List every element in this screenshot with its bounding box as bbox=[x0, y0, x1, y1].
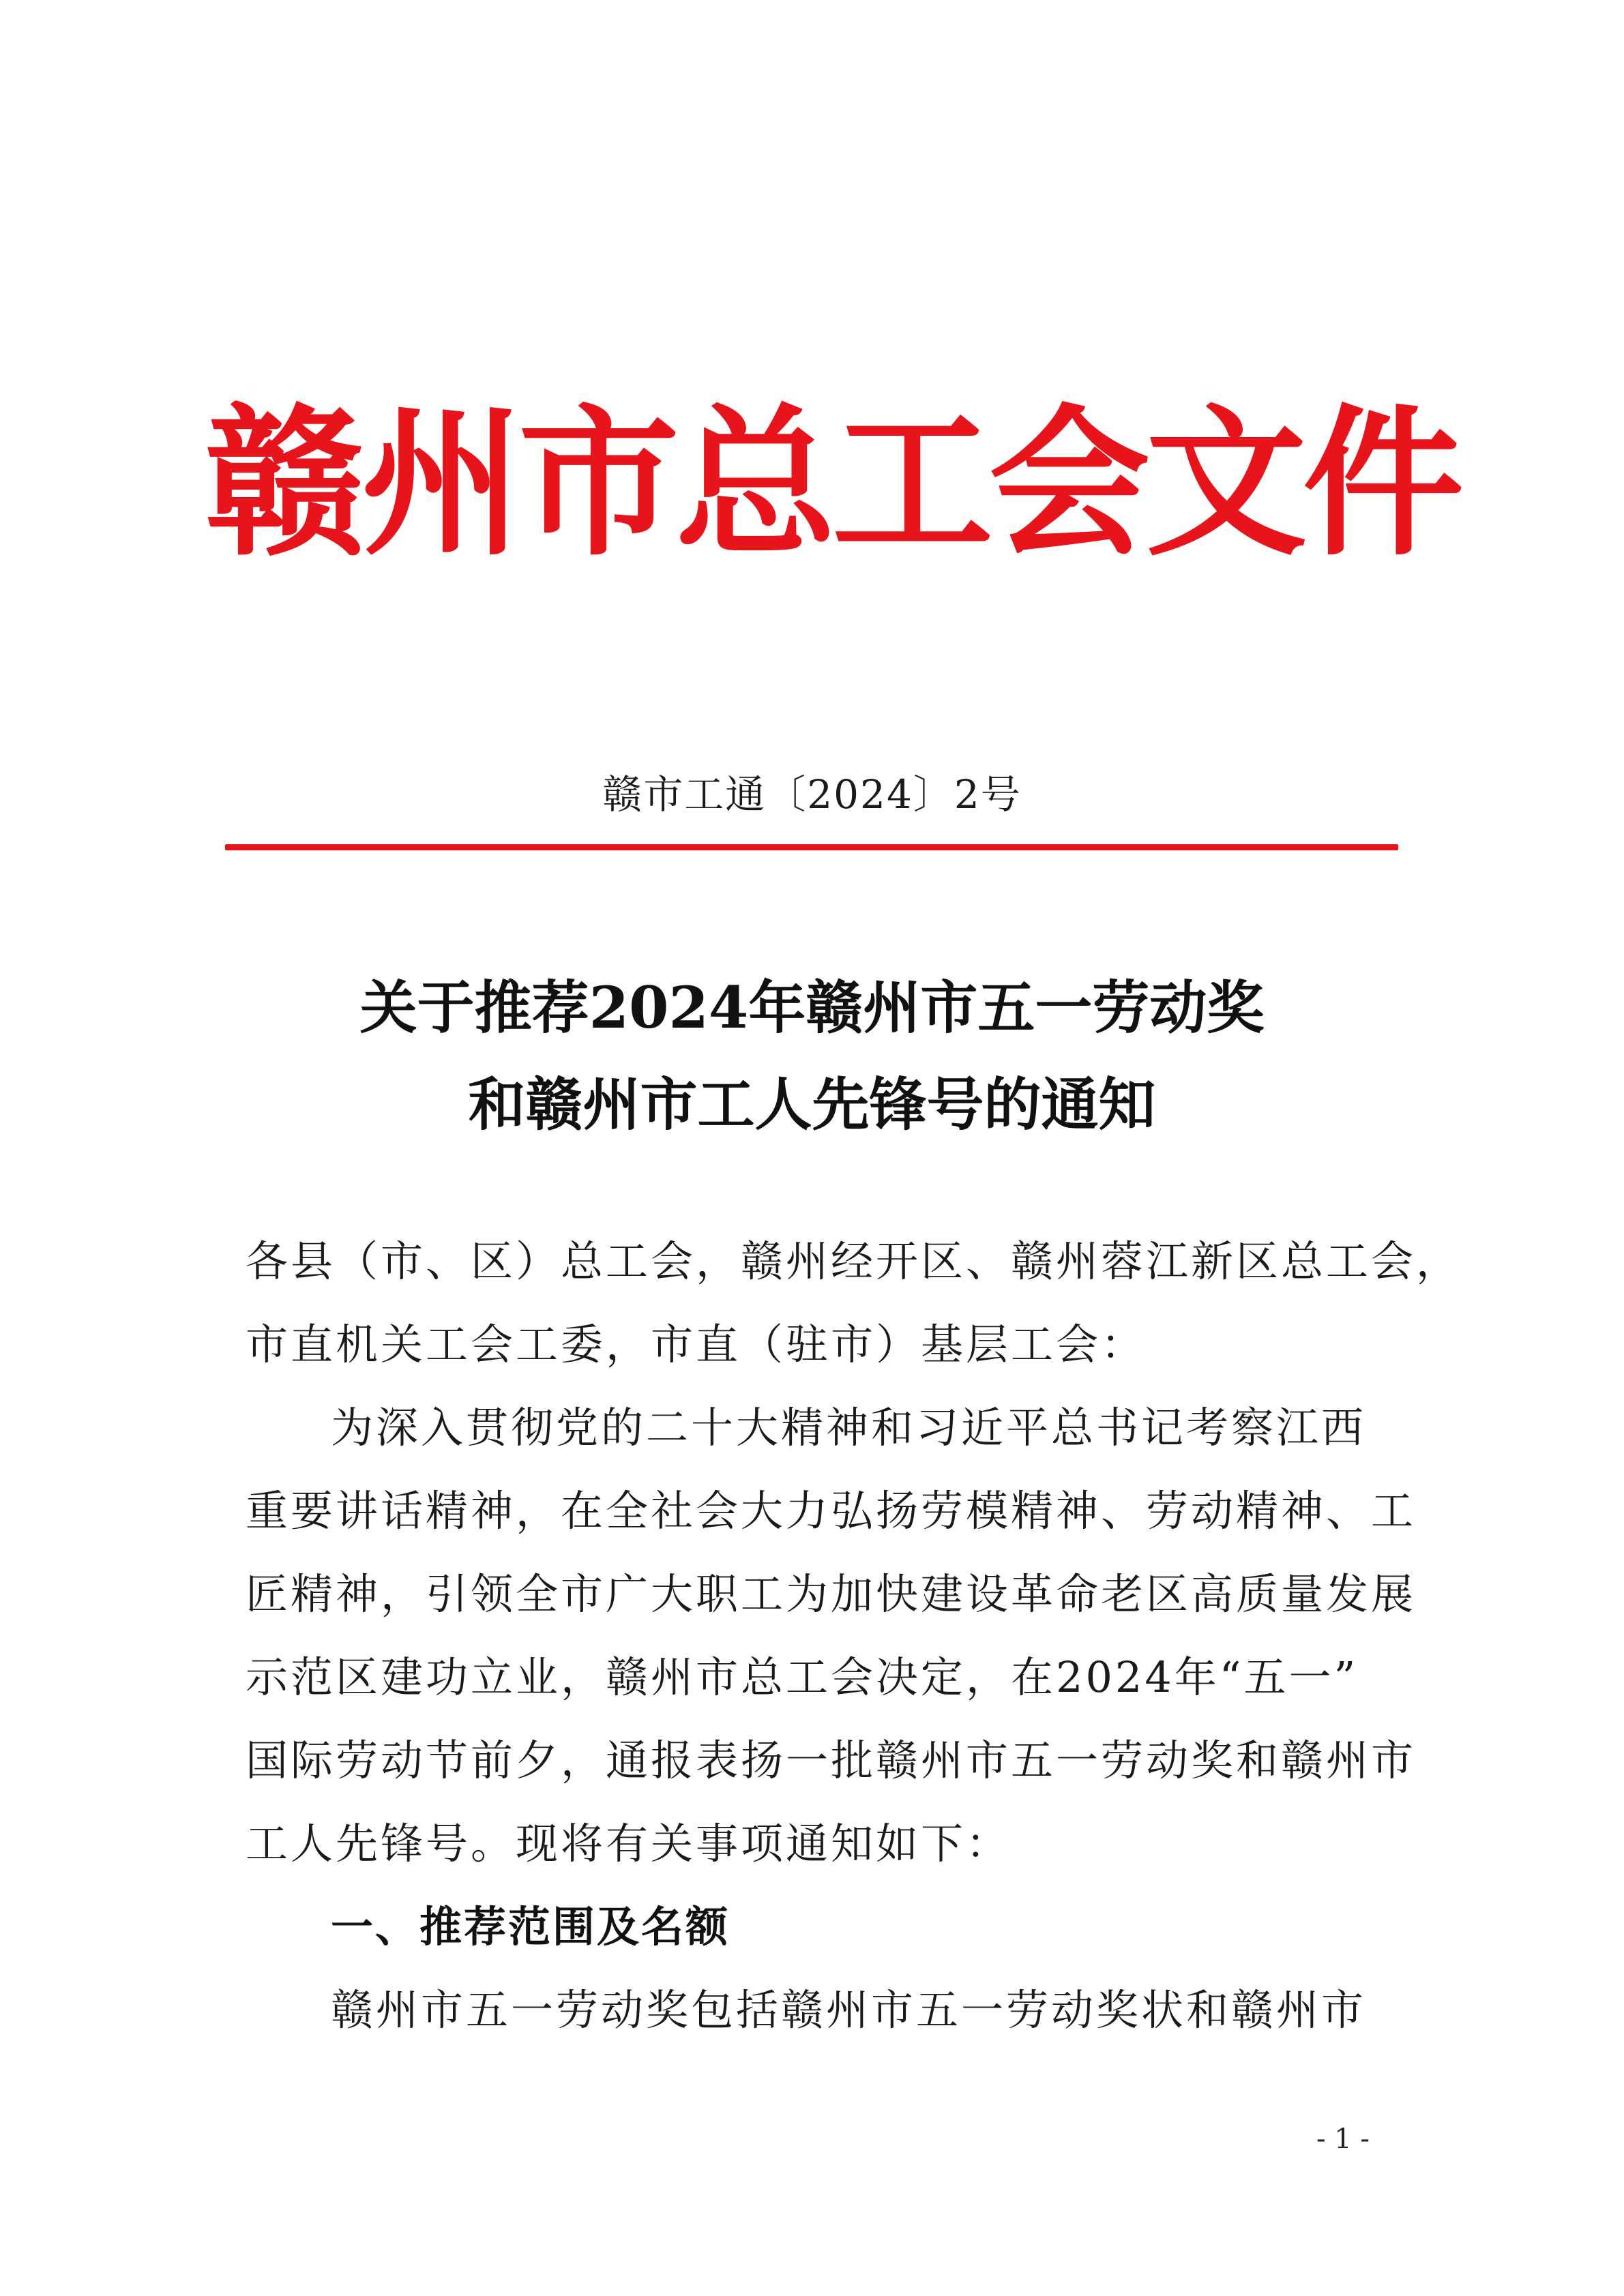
page-number: - 1 - bbox=[1316, 2123, 1370, 2155]
paragraph-line: 为深入贯彻党的二十大精神和习近平总书记考察江西 bbox=[331, 1403, 1367, 1452]
paragraph-line: 匠精神，引领全市广大职工为加快建设革命老区高质量发展 bbox=[246, 1569, 1417, 1619]
document-number: 赣市工通〔2024〕2号 bbox=[602, 771, 1022, 818]
paragraph-line: 工人先锋号。现将有关事项通知如下： bbox=[246, 1819, 1012, 1868]
section-heading: 一、推荐范围及名额 bbox=[331, 1902, 730, 1952]
addressee-line-1: 各县（市、区）总工会，赣州经开区、赣州蓉江新区总工会， bbox=[246, 1236, 1462, 1286]
paragraph-line: 赣州市五一劳动奖包括赣州市五一劳动奖状和赣州市 bbox=[331, 1985, 1367, 2035]
addressee-line-2: 市直机关工会工委，市直（驻市）基层工会： bbox=[246, 1320, 1147, 1369]
notice-title-line-2: 和赣州市工人先锋号的通知 bbox=[468, 1071, 1156, 1138]
notice-title-line-1: 关于推荐2024年赣州市五一劳动奖 bbox=[359, 974, 1265, 1041]
paragraph-line: 示范区建功立业，赣州市总工会决定，在2024年“五一” bbox=[246, 1652, 1359, 1702]
red-separator-line bbox=[225, 844, 1398, 850]
paragraph-line: 国际劳动节前夕，通报表扬一批赣州市五一劳动奖和赣州市 bbox=[246, 1735, 1417, 1785]
paragraph-line: 重要讲话精神，在全社会大力弘扬劳模精神、劳动精神、工 bbox=[246, 1486, 1417, 1536]
masthead-title: 赣州市总工会文件 bbox=[205, 390, 1460, 578]
